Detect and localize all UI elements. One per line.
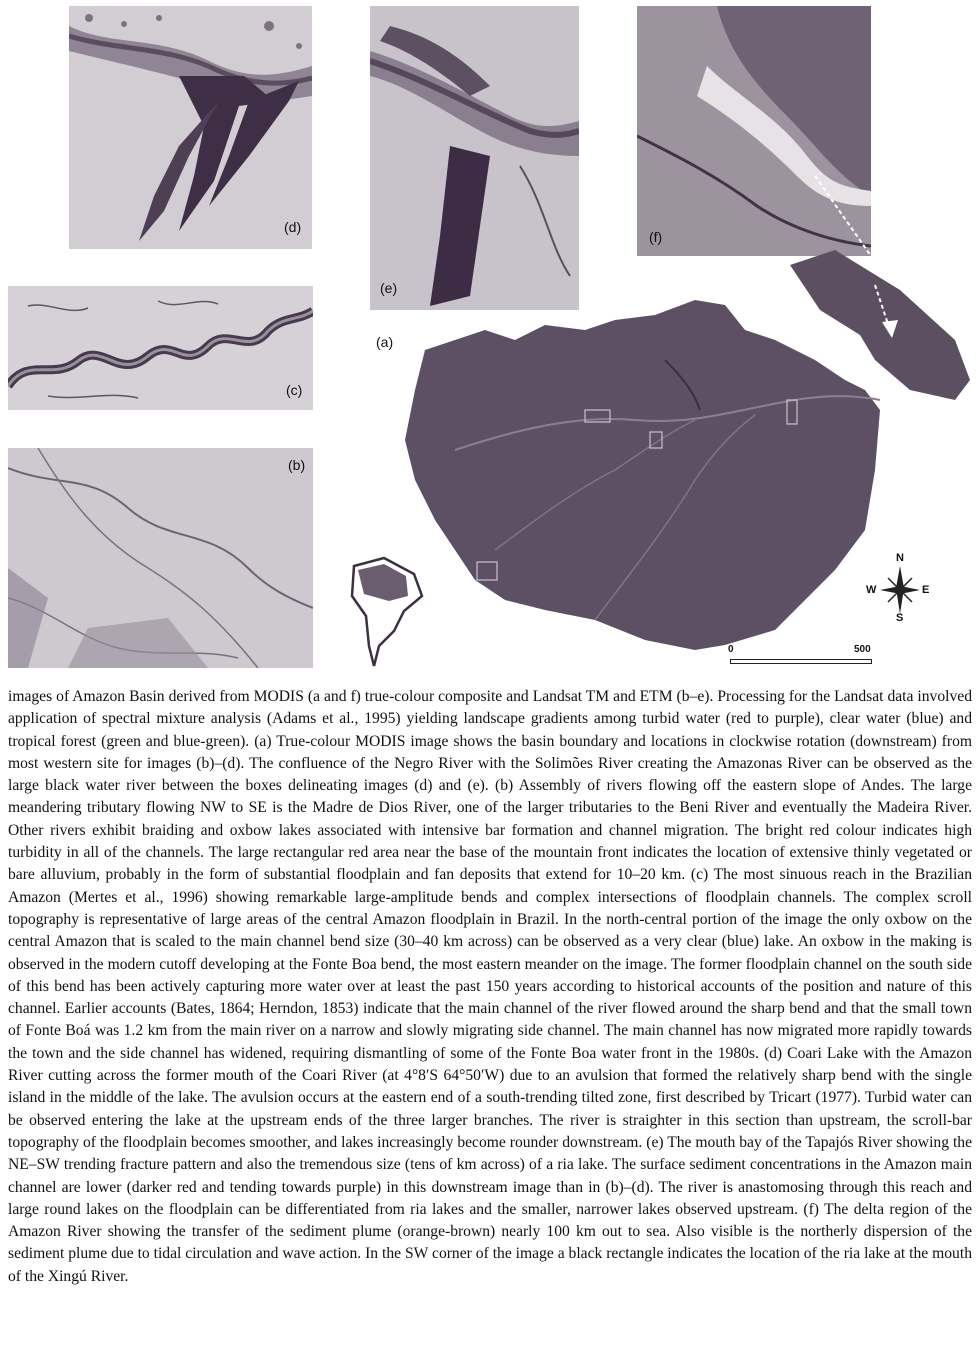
figure-caption: images of Amazon Basin derived from MODIS (a and f) true-colour composite and Landsat TM and ETM (b–e). Processing for the Landsat data involved application of spectral mixture analysis (Adams et al., 1995) yielding landscape gradients among turbid water (red to purple), clear water (blue) and tropical forest (green and blue-green). (a) True-colour MODIS image shows the basin boundary and locations in clockwise rotation (downstream) from most western site for images (b)–(d). The confluence of the Negro River with the Solimões River creating the Amazonas River can be observed as the large black water river between the boxes delineating images (d) and (e). (b) Assembly of rivers flowing off the eastern slope of Andes. The large meandering tributary flowing NW to SE is the Madre de Dios River, one of the larger tributaries to the Beni River and eventually the Madeira River. Other rivers exhibit braiding and oxbow lakes associated with intensive bar formation and channel migration. The bright red colour indicates high turbidity in all of the channels. The large rectangular red area near the base of the mountain front indicates the location of extensive thinly vegetated or bare alluvium, probably in the form of substantial floodplain and fan deposits that extend for 10–20 km. (c) The most sinuous reach in the Brazilian Amazon (Mertes et al., 1996) showing remarkable large-amplitude bends and complex intersections of floodplain channels. The complex scroll topography is representative of large areas of the central Amazon floodplain in Brazil. In the north-central portion of the image the only oxbow on the central Amazon that is scaled to the main channel bend size (30–40 km across) can be observed as a very clear (blue) lake. An oxbow in the making is observed in the modern cutoff developing at the Fonte Boa bend, the most eastern meander on the image. The former floodplain channel on the south side of this bend has been actively capturing more water over at least the past 150 years according to historical accounts of the position and nature of this channel. Earlier accounts (Bates, 1864; Herndon, 1853) indicate that the main channel of the river flowed around the sharp bend and that the small town of Fonte Boá was 1.2 km from the main river on a narrow and slowly migrating side channel. The main channel has now migrated more rapidly towards the town and the side channel has widened, requiring dismantling of some of the Fonte Boa water front in the 1980s. (d) Coari Lake with the Amazon River cutting across the former mouth of the Coari River (at 4°8′S 64°50′W) due to an avulsion that formed the relatively sharp bend with the single island in the middle of the lake. The avulsion occurs at the eastern end of a south-trending tilted zone, first described by Tricart (1977). Turbid water can be observed entering the lake at the upstream ends of the three larger branches. The river is straighter in this section than upstream, the scroll-bar topography of the floodplain becomes smoother, and lakes increasingly become rounder downstream. (e) The mouth bay of the Tapajós River showing the NE–SW trending fracture pattern and also the tremendous size (tens of km across) of a ria lake. The surface sediment concentrations in the Amazon main channel are lower (darker red and tending towards purple) in this downstream image than in (b)–(d). The river is anastomosing through this reach and large round lakes on the floodplain can be differentiated from ria lakes and the smaller, narrower lakes observed upstream. (f) The delta region of the Amazon River showing the transfer of the sediment plume (orange-brown) nearly 100 km out to sea. Also visible is the northerly dispersion of the sediment plume due to tidal circulation and wave action. In the SW corner of the image a black rectangle indicates the location of the ria lake at the mouth of the Xingú River. [8,688,972,1285]
panel-c-label: (c) [286,382,303,398]
south-america-inset-map [344,556,424,668]
panel-e-label: (e) [380,280,398,296]
compass-rose [866,552,932,626]
scale-bar [728,644,876,674]
compass-west-label: W [866,584,877,596]
scale-bar-start-label: 0 [728,644,734,655]
scale-bar-end-label: 500 [854,644,871,655]
compass-north-label: N [896,552,904,564]
panel-f-amazon-delta-image [637,6,871,256]
compass-south-label: S [896,612,904,624]
compass-east-label: E [922,584,930,596]
panel-f-label: (f) [649,229,663,245]
panel-b-andes-rivers-image [8,448,313,668]
panel-b-label: (b) [288,457,306,473]
panel-a-amazon-basin-image [395,300,880,670]
panel-e-tapajos-image [370,6,579,310]
panel-d-coari-lake-image [69,6,312,249]
panel-d-label: (d) [284,219,302,235]
scale-bar-line [730,659,872,664]
panel-a-label: (a) [376,334,394,350]
panel-c-fonte-boa-meanders-image [8,286,313,410]
